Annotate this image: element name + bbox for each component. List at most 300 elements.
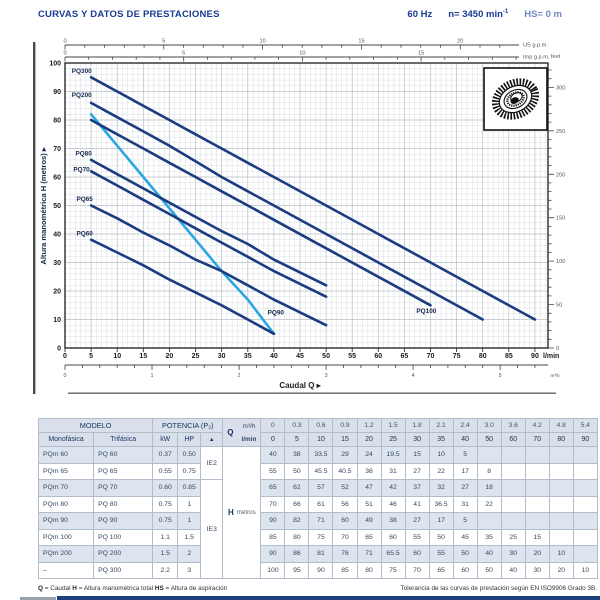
q-lmin-value: 5 (285, 433, 309, 447)
curve-label-pq300: PQ300 (71, 67, 92, 75)
table-row-pq300 (39, 562, 598, 579)
curve-pq300 (91, 77, 535, 319)
x-tick-label: 85 (504, 353, 513, 360)
spec-row (407, 9, 562, 20)
q-unit-m3h: m³/h (242, 422, 256, 430)
us-gpm-ruler-label: 15 (358, 38, 365, 45)
table-row-pq80 (39, 496, 598, 513)
q-m3h-value: 1.5 (381, 419, 405, 433)
model-mono-cell: PQm 80 (39, 496, 94, 513)
table-header-row-1 (39, 419, 598, 433)
q-lmin-value: 15 (333, 433, 357, 447)
left-margin-rule (33, 42, 35, 394)
footnote-tolerance: Tolerancia de las curvas de prestación según EN ISO9906 Grado 3B. (400, 585, 597, 592)
y-tick-label: 90 (53, 88, 61, 96)
footnote-key: HS (154, 585, 164, 592)
q-m3h-value: 5.4 (573, 419, 597, 433)
model-mono-cell: PQm 100 (39, 529, 94, 546)
feet-tick-label: 150 (556, 215, 566, 222)
model-tri-cell: PQ 300 (94, 562, 153, 579)
head-value-cell: 76 (333, 546, 357, 563)
m3h-ticks (65, 365, 535, 370)
head-value-cell (549, 513, 573, 530)
monofasica-header: Monofásica (39, 433, 94, 447)
head-value-cell: 27 (405, 513, 429, 530)
modelo-header: MODELO (39, 419, 153, 433)
m3h-tick-label: 0 (63, 373, 67, 379)
head-value-cell (501, 513, 525, 530)
bottom-axis (63, 348, 559, 360)
table-row-pq70 (39, 480, 598, 497)
head-value-cell: 90 (261, 546, 285, 563)
x-tick-label: 35 (243, 353, 252, 360)
head-value-cell: 60 (333, 513, 357, 530)
head-value-cell: 22 (429, 463, 453, 480)
x-tick-label: 90 (531, 353, 539, 360)
m3h-tick-label: 5 (498, 373, 502, 379)
head-value-cell (549, 496, 573, 513)
kw-cell: 1.5 (153, 546, 178, 563)
q-lmin-value: 20 (357, 433, 381, 447)
head-value-cell: 31 (381, 463, 405, 480)
head-value-cell: 10 (549, 546, 573, 563)
x-tick-label: 5 (89, 353, 94, 360)
q-symbol: Q (227, 428, 234, 437)
head-value-cell (525, 447, 549, 464)
footnote-key: Q (38, 585, 43, 592)
head-value-cell: 47 (357, 480, 381, 497)
q-m3h-value: 2.4 (453, 419, 477, 433)
curve-label-pq80: PQ80 (75, 150, 92, 158)
q-lmin-value: 60 (501, 433, 525, 447)
head-value-cell (501, 463, 525, 480)
suction-value: HS= 0 m (524, 9, 562, 20)
head-value-cell (525, 480, 549, 497)
model-tri-cell: PQ 200 (94, 546, 153, 563)
head-value-cell: 55 (261, 463, 285, 480)
y-axis-title: Altura manométrica H (metros) ▸ (39, 147, 48, 265)
x-axis-title: Caudal Q ▸ (279, 381, 321, 390)
kw-cell: 0.75 (153, 513, 178, 530)
head-value-cell: 85 (333, 562, 357, 579)
head-value-cell: 35 (477, 529, 501, 546)
model-mono-cell: PQm 70 (39, 480, 94, 497)
y-tick-label: 100 (49, 60, 61, 68)
x-tick-label: 45 (296, 353, 304, 360)
head-value-cell: 90 (261, 513, 285, 530)
head-value-cell: 27 (453, 480, 477, 497)
x-tick-label: 50 (322, 353, 330, 360)
feet-ticks (548, 70, 554, 348)
q-header (223, 419, 261, 447)
head-value-cell: 62 (285, 480, 309, 497)
x-tick-label: 65 (400, 353, 409, 360)
footnote-text: = Caudal (42, 585, 73, 592)
head-value-cell: 45.5 (309, 463, 333, 480)
x-tick-label: 15 (139, 353, 148, 360)
q-m3h-value: 0.3 (285, 419, 309, 433)
head-value-cell: 85 (261, 529, 285, 546)
curve-pq90 (91, 114, 274, 333)
model-tri-cell: PQ 65 (94, 463, 153, 480)
head-value-cell (573, 513, 597, 530)
x-tick-label: 10 (113, 353, 122, 360)
head-value-cell: 90 (309, 562, 333, 579)
head-value-cell: 8 (477, 463, 501, 480)
h-unit: metros (236, 509, 256, 516)
m3h-unit-label: m³/h (550, 373, 560, 378)
table-header-row-2 (39, 433, 598, 447)
head-value-cell: 10 (573, 562, 597, 579)
kw-header: kW (153, 433, 178, 447)
model-mono-cell: PQm 60 (39, 447, 94, 464)
curve-label-pq65: PQ65 (76, 196, 93, 204)
head-value-cell: 5 (453, 513, 477, 530)
head-value-cell: 27 (405, 463, 429, 480)
head-value-cell (525, 463, 549, 480)
head-value-cell: 5 (453, 447, 477, 464)
head-value-cell: 60 (405, 546, 429, 563)
m3h-tick-label: 4 (411, 373, 415, 379)
hp-cell: 1.5 (178, 529, 201, 546)
kw-cell: 0.55 (153, 463, 178, 480)
head-value-cell: 52 (333, 480, 357, 497)
h-metros-cell (223, 447, 261, 579)
head-value-cell: 33.5 (309, 447, 333, 464)
hp-cell: 2 (178, 546, 201, 563)
head-value-cell: 50 (453, 546, 477, 563)
head-value-cell: 20 (525, 546, 549, 563)
curve-label-pq200: PQ200 (71, 92, 92, 100)
head-value-cell: 37 (405, 480, 429, 497)
model-mono-cell: PQm 90 (39, 513, 94, 530)
kw-cell: 0.75 (153, 496, 178, 513)
head-value-cell: 17 (453, 463, 477, 480)
head-value-cell: 55 (429, 546, 453, 563)
ie3-cell: IE3 (201, 480, 223, 579)
head-value-cell: 40 (261, 447, 285, 464)
table-row-pq100 (39, 529, 598, 546)
hp-cell: 0.85 (178, 480, 201, 497)
head-value-cell: 65 (357, 529, 381, 546)
head-value-cell: 29 (333, 447, 357, 464)
x-tick-label: 40 (269, 353, 278, 360)
hp-cell: 3 (178, 562, 201, 579)
head-value-cell: 46 (381, 496, 405, 513)
x-tick-label: 60 (374, 353, 383, 360)
head-value-cell (501, 496, 525, 513)
head-value-cell: 100 (261, 562, 285, 579)
x-tick-label: 70 (426, 353, 435, 360)
head-value-cell: 17 (429, 513, 453, 530)
efficiency-arrow-header: ▲ (201, 433, 223, 447)
curve-label-pq60: PQ60 (76, 230, 93, 238)
kw-cell: 2.2 (153, 562, 178, 579)
y-tick-label: 80 (53, 117, 61, 125)
model-tri-cell: PQ 90 (94, 513, 153, 530)
head-value-cell (549, 463, 573, 480)
head-value-cell: 38 (285, 447, 309, 464)
head-value-cell: 36 (357, 463, 381, 480)
h-symbol: H (227, 508, 234, 517)
table-row-pq65 (39, 463, 598, 480)
performance-table (38, 418, 598, 579)
head-value-cell: 15 (405, 447, 429, 464)
page-band-navy (57, 596, 600, 600)
head-value-cell: 51 (357, 496, 381, 513)
head-value-cell: 50 (477, 562, 501, 579)
head-value-cell (477, 513, 501, 530)
y-tick-label: 60 (53, 174, 61, 182)
head-value-cell: 65 (261, 480, 285, 497)
head-value-cell (573, 447, 597, 464)
footnote-text: = Altura de aspiración (163, 585, 228, 592)
hp-header: HP (178, 433, 201, 447)
q-lmin-value: 35 (429, 433, 453, 447)
head-value-cell: 15 (525, 529, 549, 546)
head-value-cell: 22 (477, 496, 501, 513)
page-title: CURVAS Y DATOS DE PRESTACIONES (38, 9, 220, 20)
y-tick-label: 70 (53, 145, 61, 153)
q-lmin-value: 25 (381, 433, 405, 447)
imp-gpm-ruler-unit: Imp g.p.m. (523, 54, 550, 61)
hp-cell: 1 (178, 513, 201, 530)
y-tick-label: 30 (53, 259, 61, 267)
model-tri-cell: PQ 80 (94, 496, 153, 513)
head-value-cell: 25 (501, 529, 525, 546)
q-m3h-value: 3.6 (501, 419, 525, 433)
head-value-cell: 18 (477, 480, 501, 497)
bottom-rule (68, 393, 556, 394)
head-value-cell: 20 (549, 562, 573, 579)
feet-tick-label: 0 (556, 346, 560, 352)
q-m3h-value: 0.9 (333, 419, 357, 433)
feet-tick-label: 200 (556, 172, 566, 179)
head-value-cell (573, 463, 597, 480)
head-value-cell: 95 (285, 562, 309, 579)
x-tick-label: 30 (217, 353, 226, 360)
impeller-inset (484, 68, 547, 130)
head-value-cell (573, 496, 597, 513)
head-value-cell (549, 480, 573, 497)
us-gpm-ruler-label: 20 (457, 38, 464, 45)
kw-cell: 1.1 (153, 529, 178, 546)
head-value-cell (525, 496, 549, 513)
x-tick-label: 80 (478, 353, 487, 360)
table-row-pq200 (39, 546, 598, 563)
q-m3h-value: 4.2 (525, 419, 549, 433)
q-lmin-value: 50 (477, 433, 501, 447)
head-value-cell: 49 (357, 513, 381, 530)
kw-cell: 0.60 (153, 480, 178, 497)
head-value-cell: 81 (309, 546, 333, 563)
potencia-header: POTENCIA (P₂) (153, 419, 223, 433)
head-value-cell: 42 (381, 480, 405, 497)
x-tick-label: 55 (348, 353, 357, 360)
m3h-tick-label: 1 (150, 373, 154, 379)
ie2-cell: IE2 (201, 447, 223, 480)
footnote-legend (38, 585, 227, 592)
us-gpm-ruler-label: 5 (162, 38, 166, 45)
curve-label-pq90: PQ90 (267, 309, 284, 317)
head-value-cell: 31 (453, 496, 477, 513)
model-mono-cell: – (39, 562, 94, 579)
feet-tick-label: 100 (556, 259, 566, 266)
feet-unit-label: feet (551, 54, 561, 60)
q-m3h-value: 4.8 (549, 419, 573, 433)
left-axis (33, 42, 61, 394)
y-tick-label: 40 (53, 231, 61, 239)
head-value-cell (573, 529, 597, 546)
feet-tick-label: 50 (556, 302, 563, 309)
m3h-tick-label: 3 (324, 373, 328, 379)
us-gpm-ruler-label: 0 (63, 38, 67, 45)
q-lmin-value: 80 (549, 433, 573, 447)
hp-cell: 1 (178, 496, 201, 513)
head-value-cell: 40 (477, 546, 501, 563)
head-value-cell: 75 (309, 529, 333, 546)
q-lmin-value: 90 (573, 433, 597, 447)
curve-label-pq100: PQ100 (416, 307, 437, 315)
head-value-cell: 38 (381, 513, 405, 530)
head-value-cell: 66 (285, 496, 309, 513)
head-value-cell (573, 480, 597, 497)
imp-gpm-ruler-label: 0 (63, 50, 67, 57)
x-unit-label: l/min (543, 353, 560, 360)
head-value-cell: 40.5 (333, 463, 357, 480)
head-value-cell: 86 (285, 546, 309, 563)
q-m3h-value: 2.1 (429, 419, 453, 433)
head-value-cell: 30 (525, 562, 549, 579)
table-row-pq90 (39, 513, 598, 530)
head-value-cell (525, 513, 549, 530)
x-tick-label: 20 (165, 353, 174, 360)
head-value-cell: 41 (405, 496, 429, 513)
q-m3h-value: 1.2 (357, 419, 381, 433)
head-value-cell: 70 (261, 496, 285, 513)
q-m3h-value: 1.8 (405, 419, 429, 433)
head-value-cell: 24 (357, 447, 381, 464)
head-value-cell (549, 529, 573, 546)
head-value-cell (477, 447, 501, 464)
x-tick-label: 25 (191, 353, 200, 360)
head-value-cell: 65.5 (381, 546, 405, 563)
head-value-cell: 32 (429, 480, 453, 497)
imp-gpm-ruler-label: 15 (417, 50, 425, 57)
q-lmin-value: 70 (525, 433, 549, 447)
head-value-cell: 71 (309, 513, 333, 530)
head-value-cell (501, 447, 525, 464)
curve-label-pq70: PQ70 (73, 166, 90, 174)
head-value-cell: 57 (309, 480, 333, 497)
head-value-cell: 70 (333, 529, 357, 546)
q-unit-lmin: l/min (241, 435, 257, 443)
imp-gpm-ruler-label: 5 (182, 50, 186, 57)
q-lmin-value: 30 (405, 433, 429, 447)
q-lmin-value: 0 (261, 433, 285, 447)
head-value-cell: 55 (405, 529, 429, 546)
head-value-cell: 50 (285, 463, 309, 480)
head-value-cell: 82 (285, 513, 309, 530)
h-metros-wrap (223, 508, 260, 517)
plot-grid (65, 63, 548, 348)
q-lmin-value: 40 (453, 433, 477, 447)
head-value-cell: 40 (501, 562, 525, 579)
model-tri-cell: PQ 60 (94, 447, 153, 464)
hp-cell: 0.75 (178, 463, 201, 480)
grid-major (65, 63, 548, 348)
frequency-value: 60 Hz (407, 9, 433, 20)
q-m3h-value: 0.6 (309, 419, 333, 433)
head-value-cell: 60 (453, 562, 477, 579)
head-value-cell: 80 (357, 562, 381, 579)
head-value-cell: 71 (357, 546, 381, 563)
head-value-cell: 50 (429, 529, 453, 546)
m3h-tick-label: 2 (237, 373, 241, 379)
model-tri-cell: PQ 70 (94, 480, 153, 497)
head-value-cell: 45 (453, 529, 477, 546)
model-tri-cell: PQ 100 (94, 529, 153, 546)
footnote-key: H (72, 585, 77, 592)
speed-value: n= 3450 $\min^{-1}$ (448, 9, 509, 21)
y-tick-label: 10 (53, 316, 61, 324)
y-tick-label: 20 (53, 288, 61, 296)
head-value-cell: 10 (429, 447, 453, 464)
imp-gpm-ruler-label: 10 (299, 50, 306, 57)
feet-tick-label: 250 (556, 128, 566, 135)
q-header-wrap (223, 419, 260, 446)
head-value-cell: 75 (381, 562, 405, 579)
head-value-cell (549, 447, 573, 464)
feet-tick-label: 300 (556, 85, 566, 92)
table-row-pq60 (39, 447, 598, 464)
feet-axis (548, 54, 565, 352)
head-value-cell (501, 480, 525, 497)
kw-cell: 0.37 (153, 447, 178, 464)
y-tick-label: 50 (53, 202, 61, 210)
hp-cell: 0.50 (178, 447, 201, 464)
top-rulers (63, 39, 549, 62)
q-m3h-value: 0 (261, 419, 285, 433)
head-value-cell (573, 546, 597, 563)
trifasica-header: Trifásica (94, 433, 153, 447)
x-tick-label: 75 (452, 353, 461, 360)
head-value-cell: 56 (333, 496, 357, 513)
x-tick-label: 0 (63, 353, 67, 360)
curve-pq100 (91, 120, 430, 305)
m3h-ruler (64, 365, 561, 379)
head-value-cell: 19.5 (381, 447, 405, 464)
us-gpm-ruler-unit: US g.p.m. (523, 42, 548, 49)
footnote-text: = Altura manométrica total (76, 585, 155, 592)
q-lmin-value: 10 (309, 433, 333, 447)
y-tick-label: 0 (57, 345, 61, 353)
imp-gpm-ruler-ticks (65, 57, 516, 62)
head-value-cell: 70 (405, 562, 429, 579)
head-value-cell: 61 (309, 496, 333, 513)
head-value-cell: 36.5 (429, 496, 453, 513)
model-mono-cell: PQm 200 (39, 546, 94, 563)
head-value-cell: 80 (285, 529, 309, 546)
head-value-cell: 60 (381, 529, 405, 546)
us-gpm-ruler-ticks (65, 45, 500, 50)
model-mono-cell: PQm 65 (39, 463, 94, 480)
performance-chart (0, 36, 600, 408)
q-m3h-value: 3.0 (477, 419, 501, 433)
head-value-cell: 30 (501, 546, 525, 563)
us-gpm-ruler-label: 10 (259, 38, 266, 45)
head-value-cell: 65 (429, 562, 453, 579)
